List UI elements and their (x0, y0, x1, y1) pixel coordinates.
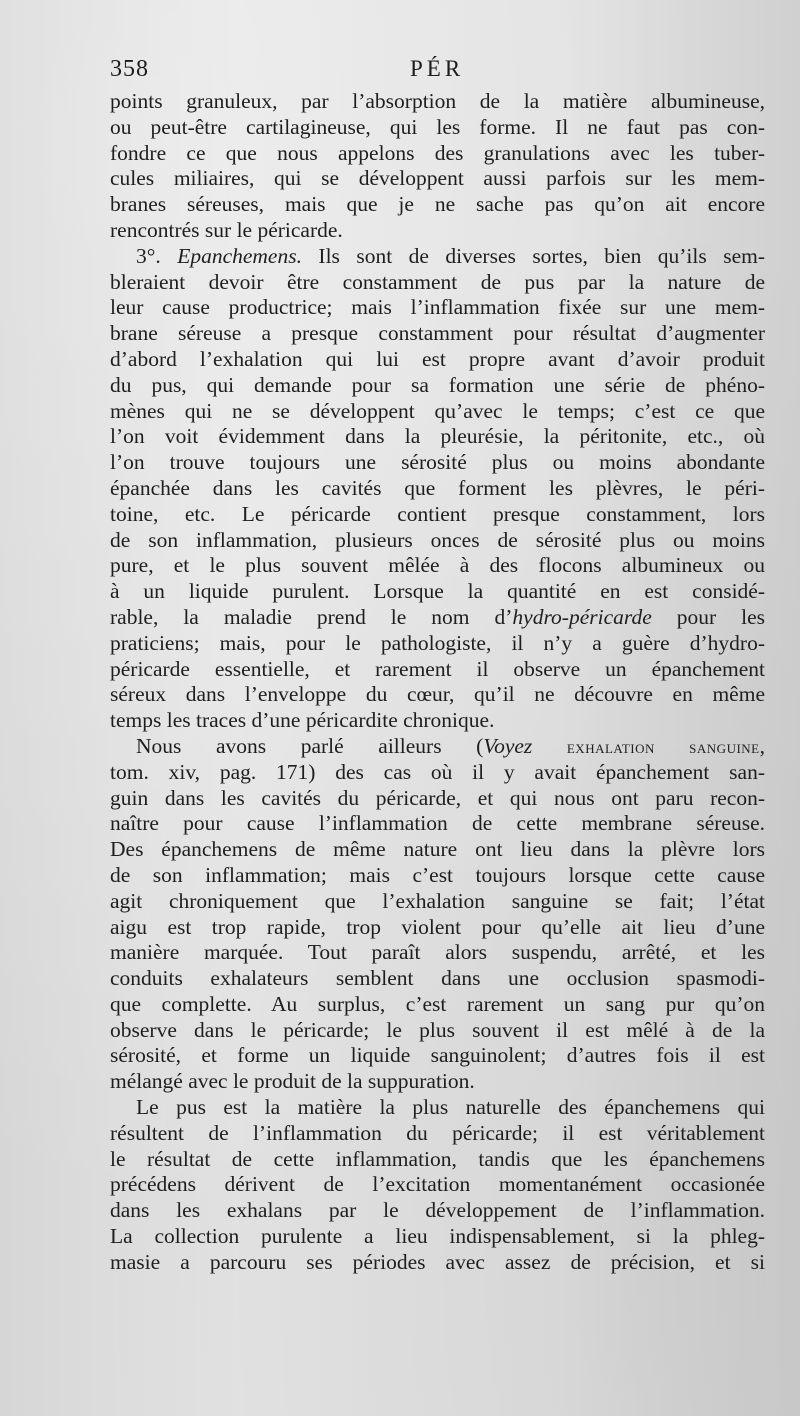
text-segment: dans les exhalans par le développement de l’inflammation. (110, 1198, 765, 1223)
text-segment: temps les traces d’une péricardite chronique. (110, 708, 495, 733)
text-segment: de son inflammation, plusieurs onces de sérosité plus ou moins (110, 527, 765, 552)
text-line (110, 270, 765, 296)
text-line (110, 1250, 765, 1276)
text-segment: l’on voit évidemment dans la pleurésie, la péritonite, etc., où (110, 424, 765, 449)
text-segment: le résultat de cette inflammation, tandis que les épanchemens (110, 1146, 765, 1171)
text-line (110, 786, 765, 812)
page-number: 358 (110, 56, 149, 82)
text-line (110, 992, 765, 1018)
text-line (110, 502, 765, 528)
text-line (110, 450, 765, 476)
text-segment: Ils sont de diverses sortes, bien qu’ils sem- (301, 243, 765, 268)
text-segment: l’on trouve toujours une sérosité plus ou moins abondante (110, 450, 765, 475)
text-line (110, 553, 765, 579)
text-segment: masie a parcouru ses périodes avec assez de précision, et si (110, 1249, 765, 1274)
text-segment: d’abord l’exhalation qui lui est propre avant d’avoir produit (110, 346, 765, 371)
text-segment: que complette. Au surplus, c’est rarement un sang pur qu’on (110, 991, 765, 1016)
text-line (110, 863, 765, 889)
text-segment: bleraient devoir être constamment de pus par la nature de (110, 269, 765, 294)
text-line (110, 1018, 765, 1044)
text-line (110, 1121, 765, 1147)
text-segment: Nous avons parlé ailleurs ( (136, 733, 484, 758)
text-line (110, 192, 765, 218)
text-segment: hydro-péricarde (512, 604, 652, 629)
text-line (110, 1172, 765, 1198)
text-line (110, 1095, 765, 1121)
text-segment: pour les (651, 604, 765, 629)
text-line (110, 708, 765, 734)
text-line (110, 1198, 765, 1224)
text-segment: Voyez (483, 733, 533, 758)
body-text (110, 89, 765, 1299)
text-line (110, 1069, 765, 1095)
text-line (110, 811, 765, 837)
text-segment: tom. xiv, pag. 171) des cas où il y avait épanchement san- (110, 759, 765, 784)
text-segment: péricarde essentielle, et rarement il observe un épanchement (110, 656, 765, 681)
text-segment (532, 734, 567, 758)
text-segment: pure, et le plus souvent mêlée à des flocons albumineux ou (110, 553, 765, 578)
text-segment: épanchée dans les cavités que forment les plèvres, le péri- (110, 475, 765, 500)
page-header (110, 56, 710, 90)
text-line (110, 631, 765, 657)
text-segment: observe dans le péricarde; le plus souvent il est mêlé à de la (110, 1017, 765, 1042)
text-segment: leur cause productrice; mais l’inflammation fixée sur une mem- (110, 295, 765, 320)
text-segment: , (759, 733, 765, 758)
text-line (110, 115, 765, 141)
text-line (110, 682, 765, 708)
text-segment: rencontrés sur le péricarde. (110, 217, 343, 242)
text-line (110, 605, 765, 631)
text-segment: exhalation sanguine (566, 736, 760, 757)
text-segment: toine, etc. Le péricarde contient presque constamment, lors (110, 501, 765, 526)
text-segment: cules miliaires, qui se développent aussi parfois sur les mem- (110, 166, 765, 191)
text-segment: du pus, qui demande pour sa formation une série de phéno- (110, 372, 765, 397)
text-segment: aigu est trop rapide, trop violent pour qu’elle ait lieu d’une (110, 914, 765, 939)
text-segment: naître pour cause l’inflammation de cette membrane séreuse. (110, 811, 765, 836)
text-segment: agit chroniquement que l’exhalation sanguine se fait; l’état (110, 888, 765, 913)
text-line (110, 321, 765, 347)
text-segment: rable, la maladie prend le nom d’ (110, 604, 513, 629)
text-line (110, 760, 765, 786)
text-line (110, 476, 765, 502)
text-line (110, 579, 765, 605)
text-line (110, 399, 765, 425)
text-segment: mélangé avec le produit de la suppuration. (110, 1069, 475, 1094)
text-line (110, 915, 765, 941)
text-segment: conduits exhalateurs semblent dans une occlusion spasmodi- (110, 966, 765, 991)
text-line (110, 940, 765, 966)
text-line (110, 424, 765, 450)
text-segment: fondre ce que nous appelons des granulations avec les tuber- (110, 140, 765, 165)
text-segment: 3°. (136, 243, 178, 268)
text-segment: mènes qui ne se développent qu’avec le temps; c’est ce que (110, 398, 765, 423)
text-line (110, 244, 765, 270)
text-segment: praticiens; mais, pour le pathologiste, il n’y a guère d’hydro- (110, 630, 765, 655)
text-line (110, 347, 765, 373)
text-segment: de son inflammation; mais c’est toujours lorsque cette cause (110, 862, 765, 887)
text-line (110, 373, 765, 399)
text-line (110, 528, 765, 554)
text-line (110, 295, 765, 321)
text-line (110, 218, 765, 244)
text-segment: résultent de l’inflammation du péricarde; il est véritablement (110, 1120, 765, 1145)
text-line (110, 1224, 765, 1250)
running-head: PÉR (410, 56, 465, 81)
text-line (110, 734, 765, 760)
text-line (110, 166, 765, 192)
text-segment: ou peut-être cartilagineuse, qui les forme. Il ne faut pas con- (110, 114, 765, 139)
text-segment: séreux dans l’enveloppe du cœur, qu’il ne découvre en même (110, 682, 765, 707)
text-line (110, 89, 765, 115)
text-segment: Des épanchemens de même nature ont lieu dans la plèvre lors (110, 837, 765, 862)
text-segment: Le pus est la matière la plus naturelle des épanchemens qui (136, 1095, 765, 1120)
text-line (110, 837, 765, 863)
text-line (110, 657, 765, 683)
text-segment: sérosité, et forme un liquide sanguinolent; d’autres fois il est (110, 1043, 765, 1068)
text-segment: Epanchemens. (177, 243, 302, 268)
text-line (110, 889, 765, 915)
text-line (110, 141, 765, 167)
text-segment: à un liquide purulent. Lorsque la quantité en est considé- (110, 579, 765, 604)
text-line (110, 966, 765, 992)
text-line (110, 1147, 765, 1173)
text-segment: guin dans les cavités du péricarde, et qui nous ont paru recon- (110, 785, 765, 810)
text-segment: brane séreuse a presque constamment pour résultat d’augmenter (110, 321, 765, 346)
text-segment: précédens dérivent de l’excitation momentanément occasionée (110, 1172, 765, 1197)
text-segment: La collection purulente a lieu indispensablement, si la phleg- (110, 1224, 765, 1249)
text-line (110, 1043, 765, 1069)
text-segment: points granuleux, par l’absorption de la matière albumineuse, (110, 89, 765, 113)
text-segment: manière marquée. Tout paraît alors suspendu, arrêté, et les (110, 940, 765, 965)
text-segment: branes séreuses, mais que je ne sache pas qu’on ait encore (110, 192, 765, 217)
